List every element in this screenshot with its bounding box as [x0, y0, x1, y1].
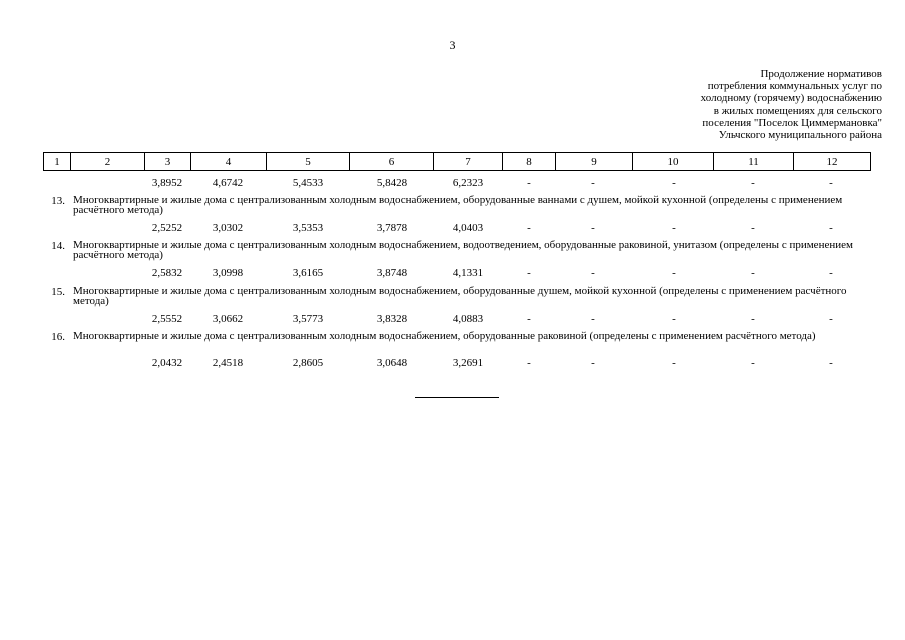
- value-cell: 4,0883: [452, 313, 484, 325]
- value-cell: 3,5773: [292, 313, 324, 325]
- heading-note-line: потребления коммунальных услуг по: [707, 80, 882, 93]
- value-cell: -: [672, 222, 676, 234]
- value-cell: 2,0432: [151, 357, 183, 369]
- value-cell: -: [751, 357, 755, 369]
- column-number: 11: [714, 153, 794, 171]
- heading-note-line: Ульчского муниципального района: [718, 129, 882, 142]
- column-number: 6: [350, 153, 434, 171]
- entry-number: 16.: [51, 331, 65, 343]
- value-cell: 2,5832: [151, 267, 183, 279]
- value-cell: 3,0302: [212, 222, 244, 234]
- value-cell: -: [672, 177, 676, 189]
- value-cell: -: [527, 267, 531, 279]
- value-cell: -: [591, 177, 595, 189]
- value-cell: -: [829, 222, 833, 234]
- value-row: [0, 313, 905, 326]
- value-cell: -: [751, 222, 755, 234]
- heading-note-line: холодному (горячему) водоснабжению: [700, 92, 882, 105]
- column-number: 2: [71, 153, 145, 171]
- value-cell: -: [751, 313, 755, 325]
- value-cell: -: [829, 357, 833, 369]
- value-cell: -: [829, 313, 833, 325]
- column-number: 3: [145, 153, 191, 171]
- entry-number: 14.: [51, 240, 65, 252]
- heading-note-line: Продолжение нормативов: [760, 68, 882, 80]
- end-rule: [415, 397, 499, 398]
- value-cell: -: [527, 357, 531, 369]
- entry-description: Многоквартирные и жилые дома с централизованным холодным водоснабжением, оборудованные ваннами с душем, мойкой кухонной (определены с применением расчётного метода): [73, 194, 843, 216]
- value-cell: 2,5252: [151, 222, 183, 234]
- value-cell: -: [672, 357, 676, 369]
- value-cell: -: [527, 177, 531, 189]
- page-number: 3: [449, 38, 456, 52]
- entry-description: Многоквартирные и жилые дома с централизованным холодным водоснабжением, оборудованные душем, мойкой кухонной (определены с применением расчётного метода): [73, 285, 847, 307]
- value-cell: 3,2691: [452, 357, 484, 369]
- heading-note-line: в жилых помещениях для сельского: [713, 104, 882, 117]
- column-number: 8: [503, 153, 556, 171]
- value-cell: -: [591, 222, 595, 234]
- value-cell: 3,8328: [376, 313, 408, 325]
- value-cell: 5,8428: [376, 177, 408, 189]
- value-row: [0, 357, 905, 370]
- value-cell: 3,0648: [376, 357, 408, 369]
- value-row: [0, 222, 905, 235]
- value-cell: 4,1331: [452, 267, 484, 279]
- value-cell: -: [527, 313, 531, 325]
- value-cell: -: [751, 177, 755, 189]
- value-cell: 4,6742: [212, 177, 244, 189]
- column-number: 1: [44, 153, 71, 171]
- value-cell: 5,4533: [292, 177, 324, 189]
- column-number: 4: [191, 153, 267, 171]
- value-cell: -: [829, 177, 833, 189]
- value-cell: 4,0403: [452, 222, 484, 234]
- column-number: 7: [434, 153, 503, 171]
- value-row: [0, 177, 905, 190]
- value-cell: 3,7878: [376, 222, 408, 234]
- entry-number: 15.: [51, 286, 65, 298]
- value-cell: -: [672, 267, 676, 279]
- value-cell: -: [829, 267, 833, 279]
- value-cell: 6,2323: [452, 177, 484, 189]
- value-cell: -: [751, 267, 755, 279]
- entry-description: Многоквартирные и жилые дома с централизованным холодным водоснабжением, оборудованные раковиной (определены с применением расчётного метода): [73, 330, 816, 342]
- value-cell: 3,8952: [151, 177, 183, 189]
- column-number: 9: [556, 153, 633, 171]
- value-cell: -: [591, 357, 595, 369]
- value-cell: 3,0998: [212, 267, 244, 279]
- value-cell: -: [591, 313, 595, 325]
- column-number-header: [43, 152, 871, 171]
- value-cell: 3,6165: [292, 267, 324, 279]
- value-cell: 2,5552: [151, 313, 183, 325]
- entry-description: Многоквартирные и жилые дома с централизованным холодным водоснабжением, водоотведением, оборудованные раковиной, унитазом (определены с применением расчётного метода): [73, 239, 853, 261]
- value-cell: 2,4518: [212, 357, 244, 369]
- value-cell: 3,8748: [376, 267, 408, 279]
- value-cell: -: [527, 222, 531, 234]
- entry-number: 13.: [51, 195, 65, 207]
- value-cell: -: [591, 267, 595, 279]
- value-cell: 3,0662: [212, 313, 244, 325]
- column-number: 10: [633, 153, 714, 171]
- heading-note: [660, 68, 882, 141]
- value-cell: -: [672, 313, 676, 325]
- column-number: 12: [794, 153, 871, 171]
- value-row: [0, 267, 905, 280]
- column-number: 5: [267, 153, 350, 171]
- value-cell: 2,8605: [292, 357, 324, 369]
- value-cell: 3,5353: [292, 222, 324, 234]
- heading-note-line: поселения "Поселок Циммермановка": [702, 116, 882, 129]
